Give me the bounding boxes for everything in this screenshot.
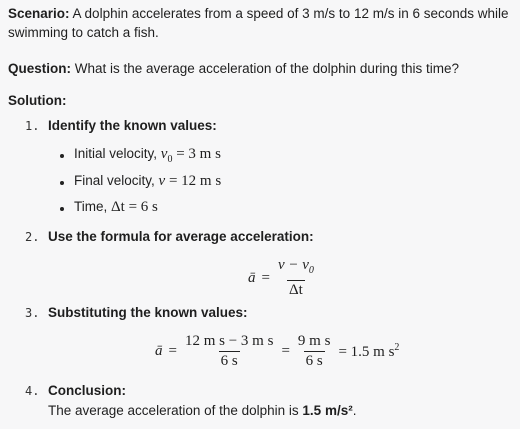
result-text: = 1.5 m s (338, 344, 395, 360)
period: . (352, 403, 357, 418)
bullet-label: Initial velocity, (74, 146, 161, 161)
fraction-2 (296, 333, 333, 370)
step-1-number: 1. (25, 119, 40, 133)
var-v: v (158, 173, 166, 189)
value: 6 s (140, 199, 158, 215)
var-delta-t: Δt (111, 199, 125, 215)
bullet-initial-velocity (74, 146, 221, 165)
result (338, 342, 399, 361)
question-text: What is the average acceleration of the dolphin during this time? (71, 61, 459, 76)
equals: = (172, 146, 189, 162)
equals: = (281, 343, 290, 359)
scenario-text-line2: swimming to catch a fish. (8, 25, 159, 40)
numerator-text: v − v (277, 257, 309, 273)
bullet-dot (60, 154, 64, 158)
conclusion-sentence: The average acceleration of the dolphin is (48, 403, 303, 418)
numerator-sub: 0 (308, 265, 314, 276)
question-paragraph (8, 59, 459, 78)
step-3-title: Substituting the known values: (48, 305, 248, 320)
step-4-title: Conclusion: (48, 383, 126, 398)
bullet-final-velocity (74, 173, 221, 190)
equals: = (165, 173, 182, 189)
fraction-numerator (276, 257, 316, 280)
fraction-1-denominator: 6 s (220, 353, 238, 369)
formula-average-acceleration (248, 257, 316, 299)
fraction-2-denominator: 6 s (305, 353, 323, 369)
a-bar: ā (248, 269, 256, 286)
a-bar: ā (155, 343, 163, 359)
equals: = (261, 269, 270, 286)
bullet-label: Final velocity, (74, 173, 159, 188)
bullet-label: Time, (74, 199, 111, 214)
scenario-text-line1: A dolphin accelerates from a speed of 3 m/s to 12 m/s in 6 seconds while (69, 6, 509, 21)
value: 12 m s (181, 173, 222, 189)
fraction-denominator: Δt (289, 282, 303, 298)
conclusion-text (48, 403, 356, 418)
var-sub: 0 (167, 154, 173, 165)
solution-label: Solution: (8, 93, 67, 108)
step-2-number: 2. (25, 230, 40, 244)
step-4-number: 4. (25, 384, 40, 398)
step-2-title: Use the formula for average acceleration: (48, 229, 314, 244)
var-v: v (160, 146, 168, 162)
fraction-2-numerator: 9 m s (297, 333, 331, 349)
answer-value: 1.5 m/s² (302, 403, 353, 418)
equals: = (168, 343, 177, 359)
scenario-label: Scenario: (8, 6, 70, 21)
question-label: Question: (8, 61, 71, 76)
equals: = (124, 199, 141, 215)
scenario-paragraph (8, 4, 518, 42)
result-exponent: 2 (394, 342, 400, 353)
fraction (276, 257, 316, 299)
bullet-dot (60, 181, 64, 185)
bullet-time (74, 199, 158, 216)
formula-substitution (155, 333, 399, 370)
fraction-1 (183, 333, 275, 370)
fraction-1-numerator: 12 m s − 3 m s (184, 333, 274, 349)
step-3-number: 3. (25, 306, 40, 320)
step-1-title: Identify the known values: (48, 118, 217, 133)
bullet-dot (60, 207, 64, 211)
value: 3 m s (188, 146, 221, 162)
